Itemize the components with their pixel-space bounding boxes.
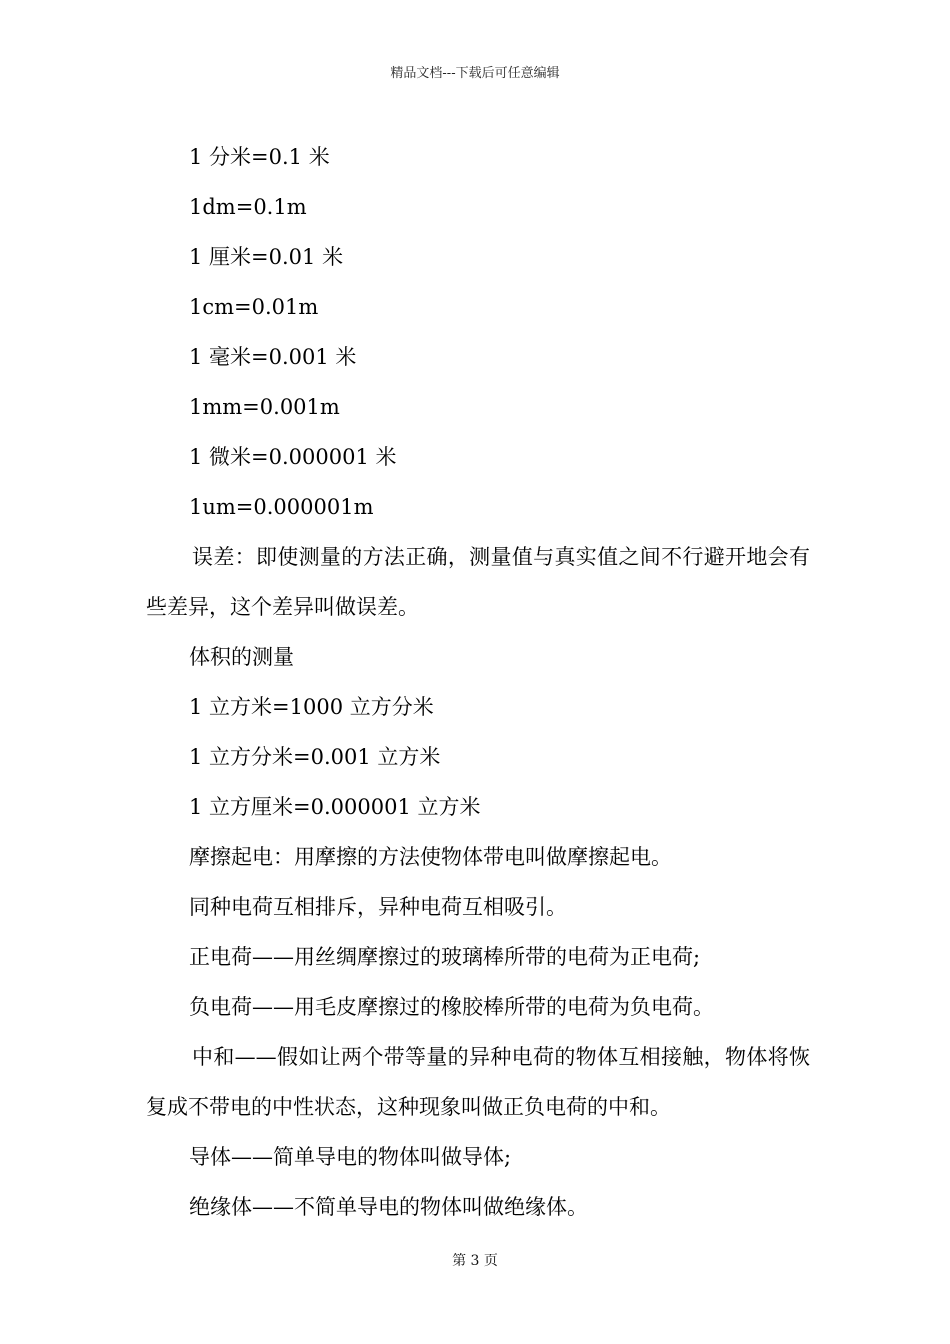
- text-line: 负电荷——用毛皮摩擦过的橡胶棒所带的电荷为负电荷。: [189, 995, 714, 1019]
- text-line: 1 立方分米=0.001 立方米: [189, 745, 441, 769]
- text-line: 同种电荷互相排斥，异种电荷互相吸引。: [189, 895, 567, 919]
- section-heading-volume: 体积的测量: [189, 645, 294, 669]
- text-line: 1cm=0.01m: [189, 295, 319, 319]
- text-line: 1mm=0.001m: [189, 395, 340, 419]
- error-definition-paragraph: 误差：即使测量的方法正确，测量值与真实值之间不行避开地会有些差异，这个差异叫做误差。: [146, 545, 810, 619]
- text-line: 正电荷——用丝绸摩擦过的玻璃棒所带的电荷为正电荷;: [189, 945, 701, 969]
- text-line: 1 微米=0.000001 米: [189, 445, 397, 469]
- text-line: 导体——简单导电的物体叫做导体;: [189, 1145, 512, 1169]
- text-line: 绝缘体——不简单导电的物体叫做绝缘体。: [189, 1195, 588, 1219]
- text-line: 摩擦起电：用摩擦的方法使物体带电叫做摩擦起电。: [189, 845, 672, 869]
- text-line: 1 立方厘米=0.000001 立方米: [189, 795, 481, 819]
- text-line: 1 厘米=0.01 米: [189, 245, 344, 269]
- page-header: 精品文档---下载后可任意编辑: [390, 66, 560, 81]
- text-line: 1 立方米=1000 立方分米: [189, 695, 434, 719]
- document-body: [146, 132, 810, 1232]
- page-footer: 第 3 页: [452, 1253, 498, 1269]
- text-line: 1um=0.000001m: [189, 495, 374, 519]
- text-line: 1 毫米=0.001 米: [189, 345, 357, 369]
- neutralization-paragraph: 中和——假如让两个带等量的异种电荷的物体互相接触，物体将恢复成不带电的中性状态，这种现象叫做正负电荷的中和。: [146, 1045, 810, 1119]
- text-line: 1 分米=0.1 米: [189, 145, 330, 169]
- text-line: 1dm=0.1m: [189, 195, 307, 219]
